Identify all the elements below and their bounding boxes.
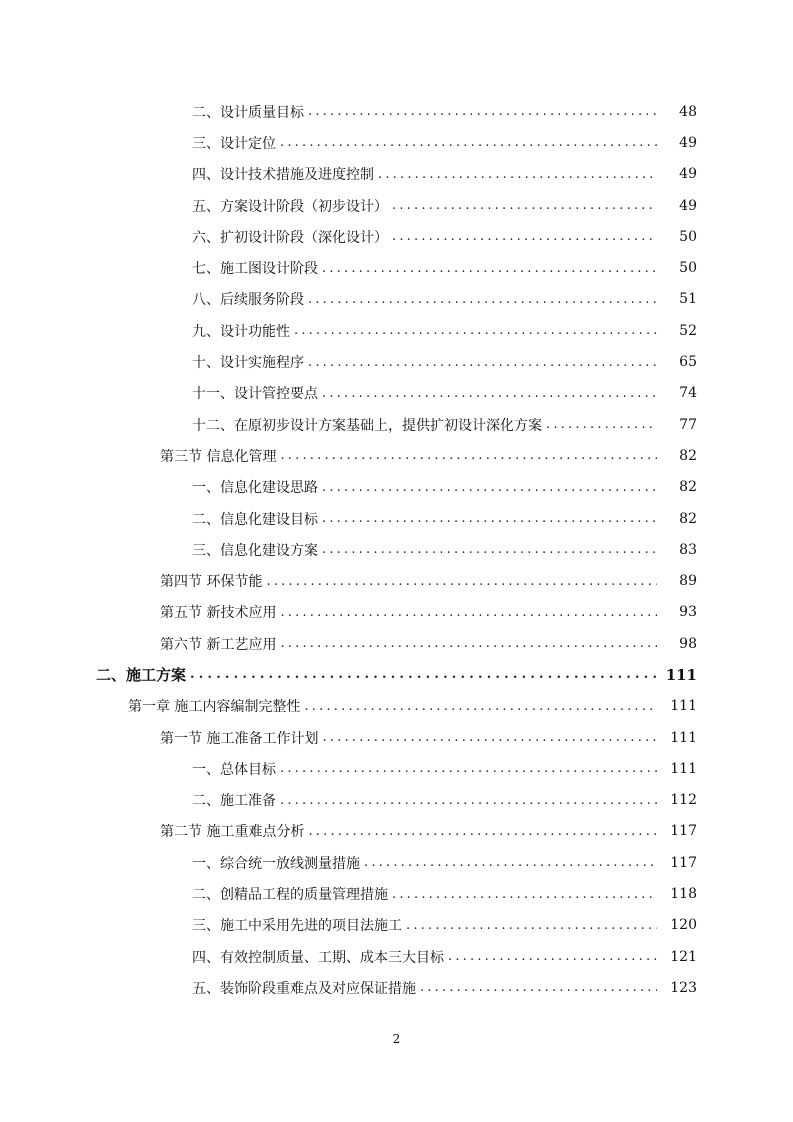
toc-entry[interactable] — [0, 816, 793, 847]
toc-entry-title: 二、信息化建设目标 — [192, 509, 322, 529]
toc-dot-leader — [364, 855, 657, 870]
toc-entry[interactable] — [0, 753, 793, 784]
toc-entry-page: 93 — [679, 604, 697, 621]
toc-entry-title: 三、设计定位 — [192, 133, 280, 153]
toc-dot-leader — [322, 480, 657, 495]
toc-dot-leader — [308, 104, 657, 119]
toc-entry[interactable] — [0, 346, 793, 377]
toc-entry-page: 111 — [665, 665, 697, 684]
toc-entry-title: 五、方案设计阶段（初步设计） — [192, 196, 392, 216]
toc-dot-leader — [308, 355, 657, 370]
toc-entry-page: 65 — [679, 354, 697, 371]
toc-entry-page: 111 — [670, 729, 697, 746]
toc-entry[interactable] — [0, 534, 793, 565]
toc-entry-page: 120 — [670, 917, 697, 934]
toc-dot-leader — [266, 574, 657, 589]
toc-entry-title: 一、信息化建设思路 — [192, 477, 322, 497]
toc-entry[interactable] — [0, 252, 793, 283]
toc-dot-leader — [280, 761, 657, 776]
toc-entry-title: 七、施工图设计阶段 — [192, 258, 322, 278]
toc-entry-page: 51 — [679, 291, 697, 308]
toc-entry-page: 82 — [679, 510, 697, 527]
toc-entry-title: 三、信息化建设方案 — [192, 540, 322, 560]
toc-entry-page: 82 — [679, 447, 697, 464]
toc-entry-title: 第四节 环保节能 — [160, 571, 266, 591]
toc-dot-leader — [280, 605, 657, 620]
toc-entry[interactable] — [0, 378, 793, 409]
toc-entry-page: 111 — [670, 698, 697, 715]
toc-dot-leader — [546, 417, 657, 432]
toc-entry-page: 117 — [670, 854, 697, 871]
toc-entry-title: 二、设计质量目标 — [192, 102, 308, 122]
toc-entry-page: 117 — [670, 823, 697, 840]
toc-entry-title: 八、后续服务阶段 — [192, 289, 308, 309]
toc-dot-leader — [406, 918, 657, 933]
toc-dot-leader — [420, 980, 657, 995]
toc-entry[interactable] — [0, 597, 793, 628]
toc-entry[interactable] — [0, 722, 793, 753]
toc-entry-title: 第一节 施工准备工作计划 — [160, 728, 322, 748]
toc-entry[interactable] — [0, 221, 793, 252]
toc-entry-page: 77 — [679, 416, 697, 433]
toc-dot-leader — [392, 198, 657, 213]
toc-entry[interactable] — [0, 190, 793, 221]
toc-entry[interactable] — [0, 847, 793, 878]
toc-entry[interactable] — [0, 127, 793, 158]
toc-entry-page: 50 — [679, 228, 697, 245]
toc-entry-page: 121 — [670, 948, 697, 965]
toc-entry-title: 五、装饰阶段重难点及对应保证措施 — [192, 978, 420, 998]
toc-entry-page: 48 — [679, 103, 697, 120]
toc-entry[interactable] — [0, 96, 793, 127]
toc-entry-title: 一、综合统一放线测量措施 — [192, 853, 364, 873]
toc-entry[interactable] — [0, 284, 793, 315]
toc-entry-title: 二、施工准备 — [192, 790, 280, 810]
toc-entry[interactable] — [0, 565, 793, 596]
toc-entry[interactable] — [0, 472, 793, 503]
toc-dot-leader — [280, 448, 657, 463]
table-of-contents — [0, 96, 793, 1004]
toc-entry-page: 49 — [679, 166, 697, 183]
toc-entry[interactable] — [0, 910, 793, 941]
toc-entry[interactable] — [0, 440, 793, 471]
toc-entry[interactable] — [0, 409, 793, 440]
toc-entry[interactable] — [0, 315, 793, 346]
toc-entry-page: 82 — [679, 479, 697, 496]
toc-dot-leader — [322, 386, 657, 401]
page-number: 2 — [392, 1032, 401, 1046]
toc-entry[interactable] — [0, 785, 793, 816]
toc-dot-leader — [280, 135, 657, 150]
toc-dot-leader — [448, 949, 657, 964]
toc-entry-page: 52 — [679, 322, 697, 339]
toc-entry-title: 六、扩初设计阶段（深化设计） — [192, 227, 392, 247]
toc-dot-leader — [280, 793, 657, 808]
toc-dot-leader — [392, 887, 657, 902]
toc-entry-page: 50 — [679, 260, 697, 277]
toc-entry-title: 第二节 施工重难点分析 — [160, 821, 308, 841]
toc-entry-title: 一、总体目标 — [192, 759, 280, 779]
toc-dot-leader — [294, 323, 657, 338]
toc-entry-title: 十二、在原初步设计方案基础上，提供扩初设计深化方案 — [192, 415, 546, 435]
toc-dot-leader — [322, 511, 657, 526]
toc-entry-title: 第三节 信息化管理 — [160, 446, 280, 466]
toc-entry-title: 四、有效控制质量、工期、成本三大目标 — [192, 947, 448, 967]
toc-dot-leader — [308, 292, 657, 307]
toc-entry-page: 118 — [670, 886, 697, 903]
toc-entry-page: 89 — [679, 573, 697, 590]
toc-dot-leader — [378, 167, 657, 182]
toc-entry-title: 二、施工方案 — [96, 664, 190, 685]
toc-entry-title: 四、设计技术措施及进度控制 — [192, 164, 378, 184]
toc-entry-title: 第五节 新技术应用 — [160, 602, 280, 622]
toc-entry-page: 112 — [670, 792, 697, 809]
toc-entry-title: 十一、设计管控要点 — [192, 383, 322, 403]
toc-entry-page: 49 — [679, 197, 697, 214]
toc-entry-title: 九、设计功能性 — [192, 321, 294, 341]
toc-entry[interactable] — [0, 159, 793, 190]
toc-entry-page: 83 — [679, 541, 697, 558]
toc-entry-page: 123 — [670, 979, 697, 996]
toc-entry-page: 49 — [679, 134, 697, 151]
toc-entry-title: 三、施工中采用先进的项目法施工 — [192, 915, 406, 935]
toc-entry-page: 98 — [679, 635, 697, 652]
toc-entry-title: 二、创精品工程的质量管理措施 — [192, 884, 392, 904]
toc-dot-leader — [280, 636, 657, 651]
toc-dot-leader — [322, 261, 657, 276]
toc-dot-leader — [322, 730, 657, 745]
toc-entry-page: 111 — [670, 760, 697, 777]
toc-entry[interactable] — [0, 941, 793, 972]
toc-entry[interactable] — [0, 691, 793, 722]
toc-dot-leader — [392, 229, 657, 244]
toc-entry-title: 第六节 新工艺应用 — [160, 634, 280, 654]
toc-entry-title: 十、设计实施程序 — [192, 352, 308, 372]
toc-entry[interactable] — [0, 878, 793, 909]
toc-dot-leader — [190, 667, 657, 682]
toc-dot-leader — [322, 542, 657, 557]
toc-entry[interactable] — [0, 659, 793, 690]
toc-entry[interactable] — [0, 503, 793, 534]
toc-entry[interactable] — [0, 628, 793, 659]
toc-entry[interactable] — [0, 972, 793, 1003]
toc-entry-title: 第一章 施工内容编制完整性 — [128, 696, 304, 716]
toc-dot-leader — [304, 699, 657, 714]
toc-dot-leader — [308, 824, 657, 839]
toc-entry-page: 74 — [679, 385, 697, 402]
